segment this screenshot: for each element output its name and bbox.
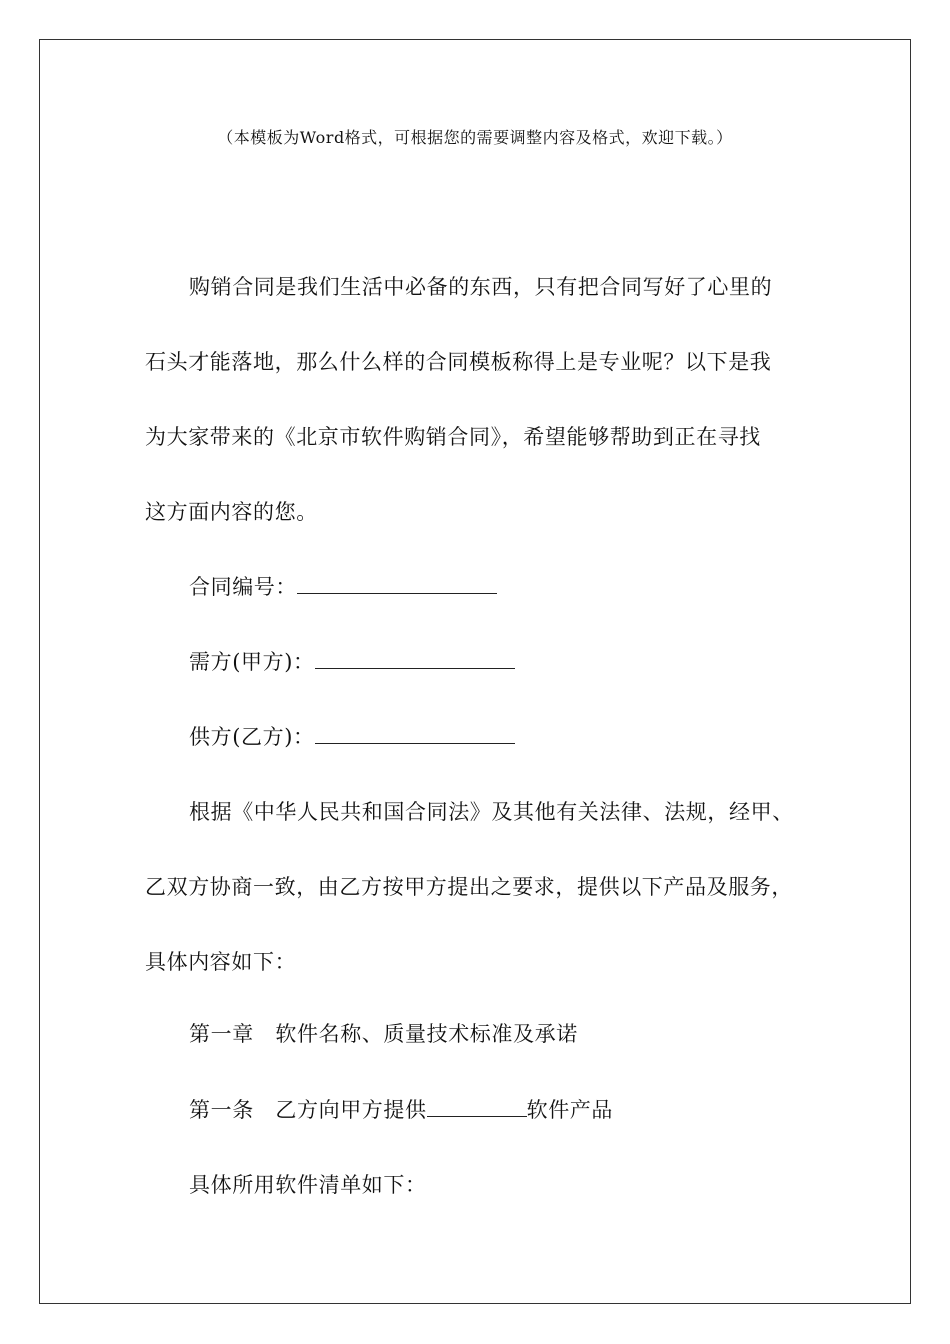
article-1-suffix: 软件产品 (526, 1098, 614, 1122)
buyer-field (189, 647, 515, 677)
chapter-1-title: 第一章 软件名称、质量技术标准及承诺 (189, 1022, 578, 1046)
seller-field (189, 722, 515, 752)
software-list-intro: 具体所用软件清单如下： (189, 1173, 427, 1197)
preamble-line-1: 根据《中华人民共和国合同法》及其他有关法律、法规，经甲、 (189, 800, 794, 824)
software-name-blank[interactable] (427, 1096, 527, 1117)
intro-line-1: 购销合同是我们生活中必备的东西，只有把合同写好了心里的 (189, 275, 773, 299)
seller-blank[interactable] (315, 723, 515, 744)
intro-line-3: 为大家带来的《北京市软件购销合同》，希望能够帮助到正在寻找 (145, 425, 761, 449)
seller-label: 供方(乙方)： (189, 725, 315, 749)
article-1-prefix: 第一条 乙方向甲方提供 (189, 1098, 427, 1122)
preamble-line-3: 具体内容如下： (145, 950, 297, 974)
contract-number-field (189, 572, 497, 602)
contract-number-label: 合同编号： (189, 575, 297, 599)
template-notice: （本模板为Word格式，可根据您的需要调整内容及格式，欢迎下载。） (217, 128, 733, 147)
buyer-blank[interactable] (315, 648, 515, 669)
buyer-label: 需方(甲方)： (189, 650, 315, 674)
intro-line-4: 这方面内容的您。 (145, 500, 318, 524)
preamble-line-2: 乙双方协商一致，由乙方按甲方提出之要求，提供以下产品及服务， (145, 875, 793, 899)
intro-line-2: 石头才能落地，那么什么样的合同模板称得上是专业呢？以下是我 (145, 350, 772, 374)
article-1 (189, 1095, 613, 1125)
contract-number-blank[interactable] (297, 573, 497, 594)
